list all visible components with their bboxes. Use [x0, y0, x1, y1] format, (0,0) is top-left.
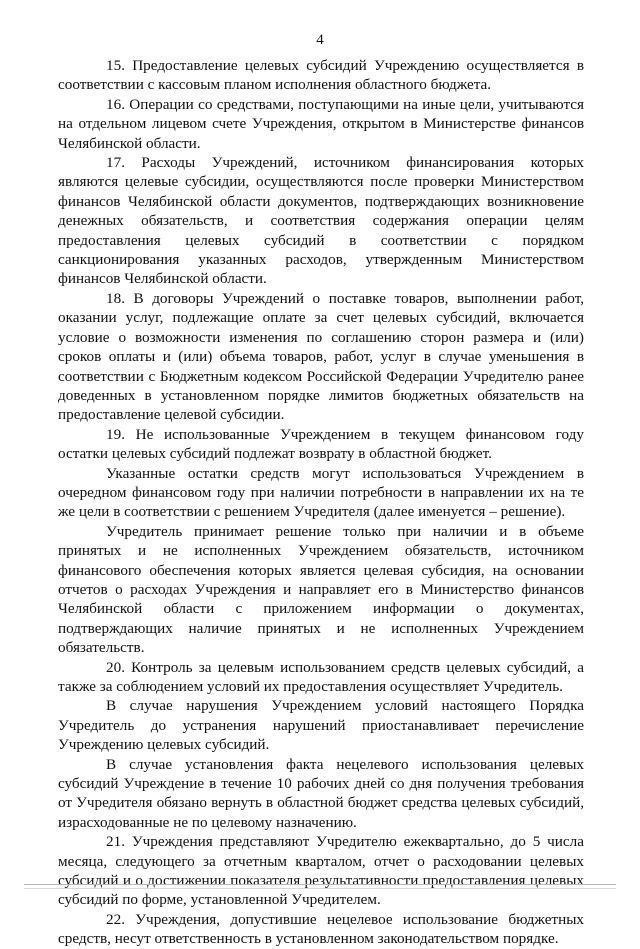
document-body: [58, 56, 584, 949]
paragraph-19: 19. Не использованные Учреждением в текущем финансовом году остатки целевых субсидий подлежат возврату в областной бюджет.: [58, 425, 584, 463]
paragraph-18: 18. В договоры Учреждений о поставке товаров, выполнении работ, оказании услуг, подлежащие оплате за счет целевых субсидий, включается условие о возможности изменения по соглашению сторон размера и (или) сроков оплаты и (или) объема товаров, работ, услуг в случае уменьшения в соответствии с Бюджетным кодексом Российской Федерации Учредителю ранее доведенных в установленном порядке лимитов бюджетных обязательств на предоставление целевой субсидии.: [58, 289, 584, 424]
paragraph-22: 22. Учреждения, допустившие нецелевое использование бюджетных средств, несут ответственность в установленном законодательством порядке.: [58, 910, 584, 948]
paragraph-17: 17. Расходы Учреждений, источником финансирования которых являются целевые субсидии, осуществляются после проверки Министерством финансов Челябинской области документов, подтверждающих возникновение денежных обязательств, и соответствия содержания операции целям предоставления целевых субсидий в соответствии с порядком санкционирования указанных расходов, утвержденным Министерством финансов Челябинской области.: [58, 154, 584, 288]
footer-rule-top: [24, 884, 616, 885]
paragraph-16: 16. Операции со средствами, поступающими на иные цели, учитываются на отдельном лицевом счете Учреждения, открытом в Министерстве финансов Челябинской области.: [58, 95, 584, 152]
paragraph-19-remainders: Указанные остатки средств могут использоваться Учреждением в очередном финансовом году при наличии потребности в направлении их на те же цели в соответствии с решением Учредителя (далее именуется – решение).: [58, 464, 584, 521]
paragraph-15: 15. Предоставление целевых субсидий Учреждению осуществляется в соответствии с кассовым планом исполнения областного бюджета.: [58, 57, 584, 94]
paragraph-20: 20. Контроль за целевым использованием средств целевых субсидий, а также за соблюдением условий их предоставления осуществляет Учредитель.: [58, 658, 584, 695]
paragraph-20-violation: В случае нарушения Учреждением условий настоящего Порядка Учредитель до устранения нарушений приостанавливает перечисление Учреждению целевых субсидий.: [58, 697, 584, 754]
paragraph-21: 21. Учреждения представляют Учредителю ежеквартально, до 5 числа месяца, следующего за отчетным кварталом, отчет о расходовании целевых субсидий и о достижении показателя результативности предоставления целевых субсидий по форме, установленной Учредителем.: [58, 833, 584, 909]
page-number: 4: [316, 32, 324, 48]
paragraph-19-decision: Учредитель принимает решение только при наличии и в объеме принятых и не исполненных Учреждением обязательств, источником финансового обеспечения которых является целевая субсидия, на основании отчетов о расходах Учреждения и направляет его в Министерство финансов Челябинской области с приложением информации о документах, подтверждающих наличие принятых и не исполненных Учреждением обязательств.: [58, 522, 584, 657]
paragraph-20-misuse: В случае установления факта нецелевого использования целевых субсидий Учреждение в течение 10 рабочих дней со дня получения требования от Учредителя обязано вернуть в областной бюджет средства целевых субсидий, израсходованные не по целевому назначению.: [58, 755, 584, 831]
footer-rule-bottom: [24, 888, 616, 889]
